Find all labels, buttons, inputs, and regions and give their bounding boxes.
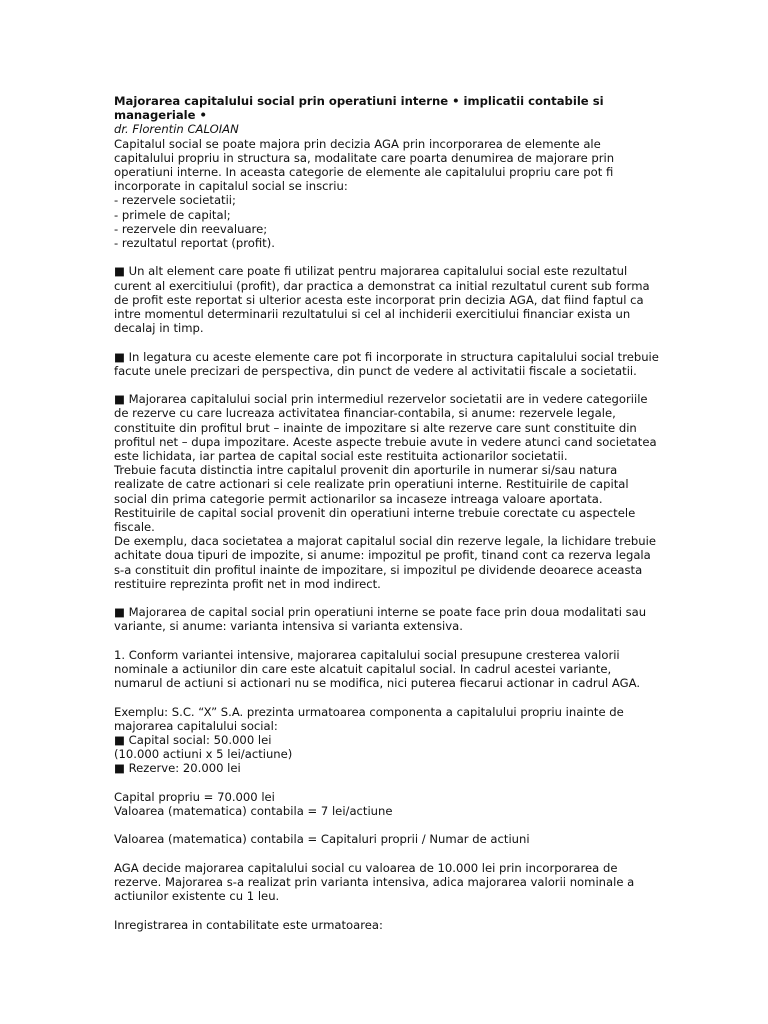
paragraph: ■ In legatura cu aceste elemente care pot fi incorporate in structura capitalului social trebuie facute unele precizari de perspectiva, din punct de vedere al activitatii fiscale a societatii. xyxy=(114,349,659,378)
paragraph: AGA decide majorarea capitalului social cu valoarea de 10.000 lei prin incorporarea de rezerve. Majorarea s-a realizat prin varianta intensiva, adica majorarea valorii nominale a actiunilor existente cu 1 leu. xyxy=(114,860,635,904)
paragraph: ■ Majorarea de capital social prin operatiuni interne se poate face prin doua modalitati sau variante, si anume: varianta intensiva si varianta extensiva. xyxy=(114,605,647,634)
paragraph: De exemplu, daca societatea a majorat capitalul social din rezerve legale, la lichidare trebuie achitate doua tipuri de impozite, si anume: impozitul pe profit, tinand cont ca rezerva legala s-a constituit din profitul inainte de impozitare, si impozitul pe dividende deoarece aceasta restituire reprezinta profit net in mod indirect. xyxy=(114,534,656,591)
document-page xyxy=(114,94,659,932)
paragraph: Valoarea (matematica) contabila = 7 lei/actiune xyxy=(114,804,393,819)
document-author: dr. Florentin CALOIAN xyxy=(114,122,239,137)
paragraph: Capital propriu = 70.000 lei xyxy=(114,789,275,804)
paragraph-gap xyxy=(114,591,659,605)
document-body xyxy=(114,137,659,932)
paragraph-gap xyxy=(114,335,659,349)
paragraph-gap xyxy=(114,818,659,832)
paragraph-gap xyxy=(114,776,659,790)
paragraph: ■ Capital social: 50.000 lei xyxy=(114,733,272,748)
paragraph: - rezervele din reevaluare; xyxy=(114,221,268,236)
paragraph-gap xyxy=(114,903,659,917)
paragraph: - rezervele societatii; xyxy=(114,193,236,208)
paragraph: Trebuie facuta distinctia intre capitalul provenit din aporturile in numerar si/sau natura realizate de catre actionari si cele realizate prin operatiuni interne. Restituirile de capital social din prima categorie permit actionarilor sa incaseze intreaga valoare aportata. Restituirile de capital social provenit din operatiuni interne trebuie corectate cu aspectele fiscale. xyxy=(114,463,636,535)
paragraph: Inregistrarea in contabilitate este urmatoarea: xyxy=(114,917,383,932)
paragraph: - rezultatul reportat (profit). xyxy=(114,236,275,251)
paragraph: ■ Rezerve: 20.000 lei xyxy=(114,761,241,776)
paragraph: 1. Conform variantei intensive, majorarea capitalului social presupune cresterea valorii nominale a actiunilor din care este alcatuit capitalul social. In cadrul acestei variante, numarul de actiuni si actionari nu se modifica, nici puterea fiecarui actionar in cadrul AGA. xyxy=(114,647,640,691)
document-title: Majorarea capitalului social prin operatiuni interne • implicatii contabile si manageriale • xyxy=(114,94,604,123)
paragraph-gap xyxy=(114,634,659,648)
paragraph: ■ Majorarea capitalului social prin intermediul rezervelor societatii are in vedere categoriile de rezerve cu care lucreaza activitatea financiar-contabila, si anume: rezervele legale, constituite din profitul brut – inainte de impozitare si alte rezerve care sunt constituite din profitul net – dupa impozitare. Aceste aspecte trebuie avute in vedere atunci cand societatea este lichidata, iar partea de capital social este restituita actionarilor societatii. xyxy=(114,392,657,464)
paragraph-gap xyxy=(114,690,659,704)
paragraph-gap xyxy=(114,250,659,264)
paragraph-gap xyxy=(114,378,659,392)
paragraph: ■ Un alt element care poate fi utilizat pentru majorarea capitalului social este rezultatul curent al exercitiului (profit), dar practica a demonstrat ca initial rezultatul curent sub forma de profit este reportat si ulterior acesta este incorporat prin decizia AGA, dat fiind faptul ca intre momentul determinarii rezultatului si cel al inchiderii exercitiului financiar exista un decalaj in timp. xyxy=(114,264,650,336)
paragraph: (10.000 actiuni x 5 lei/actiune) xyxy=(114,747,293,762)
paragraph: Valoarea (matematica) contabila = Capitaluri proprii / Numar de actiuni xyxy=(114,832,530,847)
paragraph: - primele de capital; xyxy=(114,207,231,222)
paragraph: Exemplu: S.C. “X” S.A. prezinta urmatoarea componenta a capitalului propriu inainte de majorarea capitalului social: xyxy=(114,704,624,733)
paragraph-gap xyxy=(114,847,659,861)
paragraph: Capitalul social se poate majora prin decizia AGA prin incorporarea de elemente ale capitalului propriu in structura sa, modalitate care poarta denumirea de majorare prin operatiuni interne. In aceasta categorie de elemente ale capitalului propriu care pot fi incorporate in capitalul social se inscriu: xyxy=(114,136,615,194)
